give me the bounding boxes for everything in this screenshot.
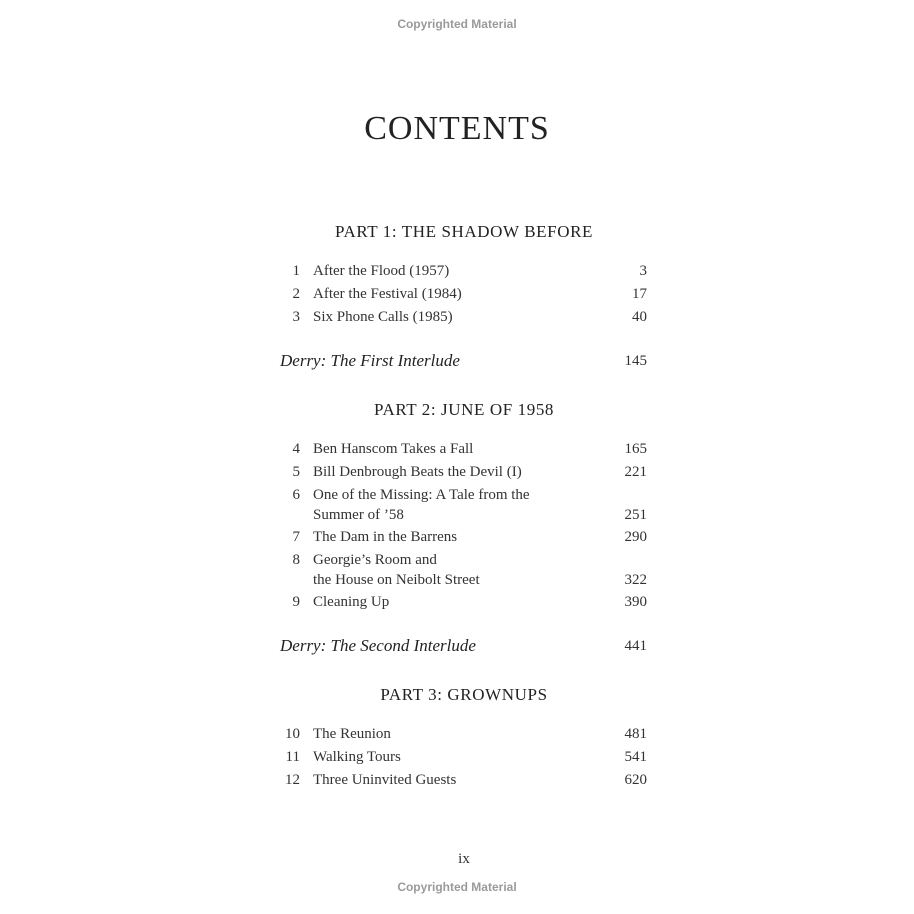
chapter-title: Walking Tours	[313, 749, 401, 765]
chapter-title: One of the Missing: A Tale from the	[313, 487, 530, 503]
page-title: CONTENTS	[364, 110, 550, 147]
chapter-number: 8	[292, 552, 300, 568]
chapter-number: 2	[292, 286, 300, 302]
page-number: 17	[632, 286, 647, 302]
chapter-number: 9	[292, 594, 300, 610]
chapter-title: Bill Denbrough Beats the Devil (I)	[313, 464, 522, 480]
chapter-title: Cleaning Up	[313, 594, 390, 610]
toc-entry	[280, 464, 647, 486]
page-number: 620	[624, 772, 647, 788]
page-folio: ix	[458, 851, 470, 867]
chapter-number: 1	[292, 263, 300, 279]
chapter-title: Ben Hanscom Takes a Fall	[313, 441, 474, 457]
chapter-number: 3	[292, 309, 300, 325]
chapter-number: 12	[285, 772, 300, 788]
page-number: 290	[624, 529, 647, 545]
page-number: 541	[624, 749, 647, 765]
page-number: 390	[624, 594, 647, 610]
toc-entry	[280, 772, 647, 794]
page-number: 145	[624, 353, 647, 369]
part-heading-1: PART 1: THE SHADOW BEFORE	[334, 222, 593, 241]
chapter-number: 6	[292, 487, 300, 503]
part-heading-3: PART 3: GROWNUPS	[380, 685, 548, 704]
page-number: 40	[632, 309, 647, 325]
page-number: 251	[624, 507, 647, 523]
page-number: 165	[624, 441, 647, 457]
chapter-title: Three Uninvited Guests	[313, 772, 457, 788]
page-number: 441	[624, 638, 647, 654]
toc-entry	[280, 309, 647, 331]
toc-entry	[280, 726, 647, 748]
part-heading-2: PART 2: JUNE OF 1958	[373, 400, 555, 419]
chapter-title: After the Festival (1984)	[313, 286, 462, 302]
chapter-title: After the Flood (1957)	[313, 263, 450, 279]
toc-entry	[280, 441, 647, 463]
page-number: 221	[624, 464, 647, 480]
toc-entry	[280, 286, 647, 308]
toc-entry	[280, 552, 647, 594]
chapter-title-continued: Summer of ’58	[313, 507, 404, 523]
toc-entry	[280, 263, 647, 285]
chapter-number: 4	[292, 441, 300, 457]
chapter-number: 7	[292, 529, 300, 545]
chapter-title-continued: the House on Neibolt Street	[313, 572, 480, 588]
page-number: 3	[639, 263, 647, 279]
chapter-number: 10	[285, 726, 300, 742]
chapter-title: The Dam in the Barrens	[313, 529, 458, 545]
page-number: 322	[624, 572, 647, 588]
chapter-title: The Reunion	[313, 726, 391, 742]
toc-entry	[280, 749, 647, 771]
toc-entry	[280, 594, 647, 616]
chapter-title: Georgie’s Room and	[313, 552, 437, 568]
copyright-watermark-bottom: Copyrighted Material	[397, 880, 517, 894]
copyright-watermark-top: Copyrighted Material	[397, 17, 517, 31]
page-number: 481	[624, 726, 647, 742]
toc-entry	[280, 487, 647, 529]
chapter-title: Six Phone Calls (1985)	[313, 309, 453, 325]
interlude-title: Derry: The First Interlude	[280, 351, 460, 370]
toc-entry	[280, 529, 647, 551]
chapter-number: 11	[285, 749, 300, 765]
chapter-number: 5	[292, 464, 300, 480]
interlude-entry	[280, 351, 647, 375]
interlude-entry	[280, 636, 647, 660]
interlude-title: Derry: The Second Interlude	[280, 636, 476, 655]
